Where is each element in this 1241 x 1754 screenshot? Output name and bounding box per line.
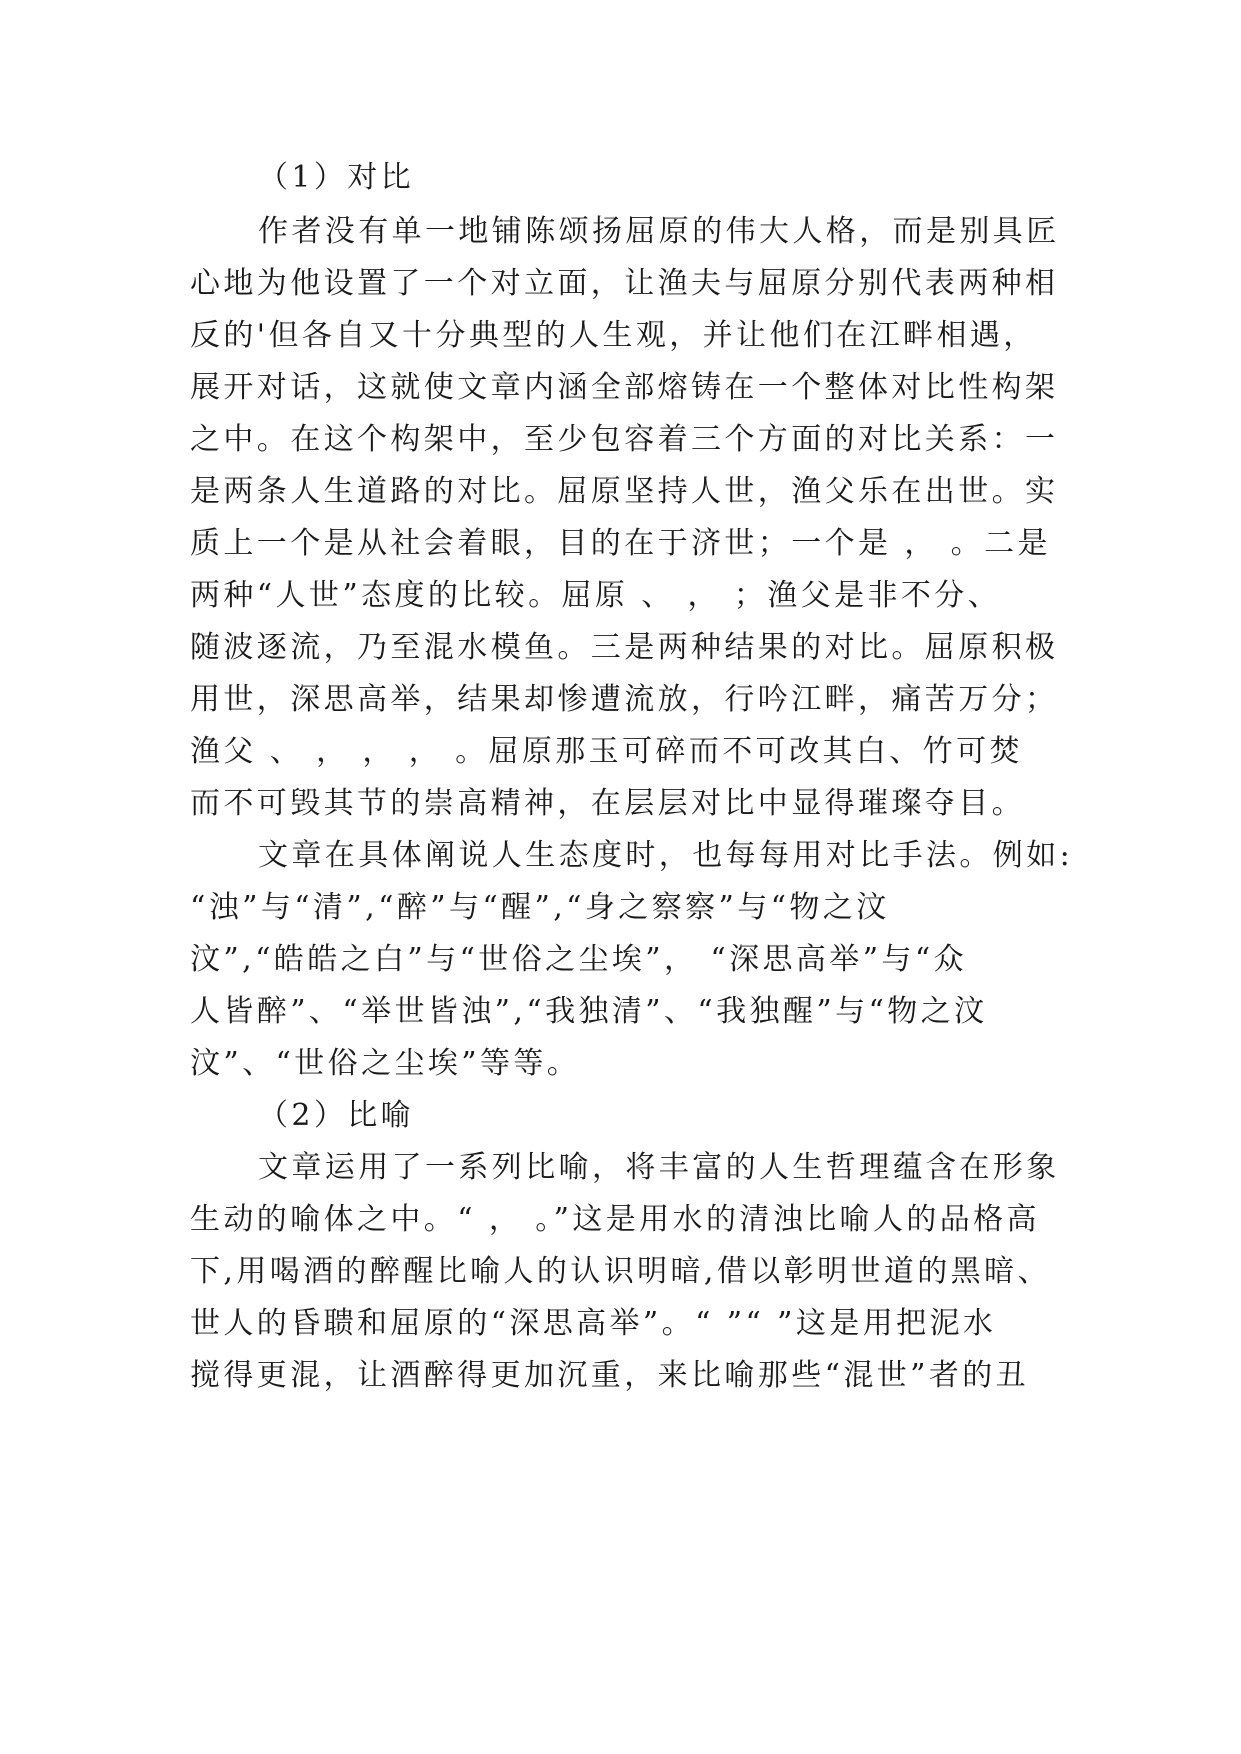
paragraph-line: 搅得更混，让酒醉得更加沉重，来比喻那些“混世”者的丑 — [190, 1358, 1030, 1393]
paragraph-line: 人皆醉”、“举世皆浊”,“我独清”、“我独醒”与“物之汶 — [190, 994, 988, 1029]
paragraph-line: 心地为他设置了一个对立面，让渔夫与屈原分别代表两种相 — [190, 266, 1059, 301]
paragraph-line: 作者没有单一地铺陈颂扬屈原的伟大人格，而是别具匠 — [258, 214, 1060, 249]
paragraph-line: 文章运用了一系列比喻，将丰富的人生哲理蕴含在形象 — [258, 1150, 1060, 1185]
paragraph-line: 之中。在这个构架中，至少包容着三个方面的对比关系：一 — [190, 422, 1059, 457]
paragraph-line: 渔父 、 ， ， ， 。屈原那玉可碎而不可改其白、竹可焚 — [190, 734, 1023, 769]
paragraph-line: 两种“人世”态度的比较。屈原 、 ， ；渔父是非不分、 — [190, 578, 1002, 613]
paragraph-line: 是两条人生道路的对比。屈原坚持人世，渔父乐在出世。实 — [190, 474, 1059, 509]
paragraph-line: 随波逐流，乃至混水模鱼。三是两种结果的对比。屈原积极 — [190, 630, 1059, 665]
paragraph-line: 而不可毁其节的崇高精神，在层层对比中显得璀璨夺目。 — [190, 786, 1025, 821]
paragraph-line: 用世，深思高举，结果却惨遭流放，行吟江畔，痛苦万分； — [190, 682, 1059, 717]
paragraph-line: 文章在具体阐说人生态度时，也每每用对比手法。例如: — [258, 838, 1074, 873]
paragraph-line: 汶”,“皓皓之白”与“世俗之尘埃”， “深思高举”与“众 — [190, 942, 967, 977]
paragraph-line: 质上一个是从社会着眼，目的在于济世；一个是 ， 。二是 — [190, 526, 1051, 561]
paragraph-line: 反的'但各自又十分典型的人生观，并让他们在江畔相遇， — [190, 318, 1037, 353]
paragraph-line: 汶”、“世俗之尘埃”等等。 — [190, 1046, 581, 1081]
paragraph-line: 生动的喻体之中。“ ， 。”这是用水的清浊比喻人的品格高 — [190, 1202, 1040, 1237]
section-heading-contrast: （1）对比 — [258, 160, 415, 195]
paragraph-line: 下,用喝酒的醉醒比喻人的认识明暗,借以彰明世道的黑暗、 — [190, 1254, 1051, 1289]
paragraph-line: 展开对话，这就使文章内涵全部熔铸在一个整体对比性构架 — [190, 370, 1059, 405]
section-heading-metaphor: （2）比喻 — [258, 1098, 415, 1133]
paragraph-line: “浊”与“清”,“醉”与“醒”,“身之察察”与“物之汶 — [190, 890, 890, 925]
paragraph-line: 世人的昏聩和屈原的“深思高举”。“ ”“ ”这是用把泥水 — [190, 1306, 997, 1341]
